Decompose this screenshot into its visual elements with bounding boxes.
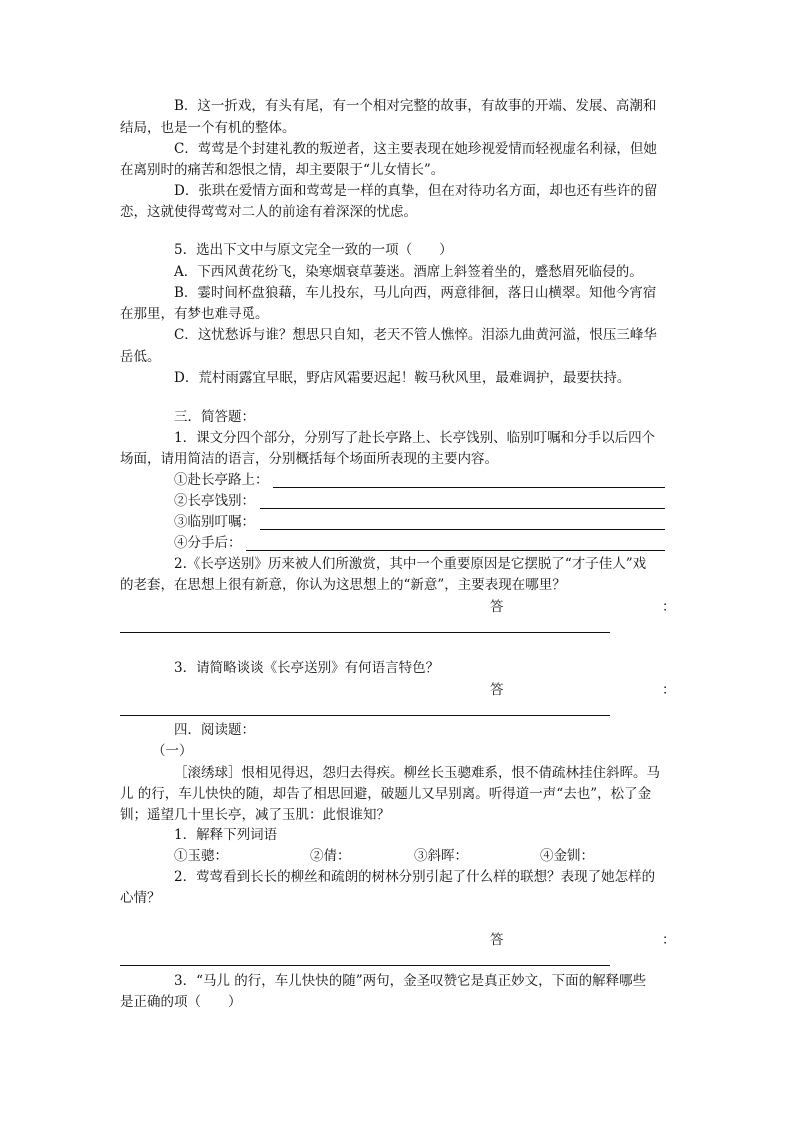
passage-line-2: 儿 的行，车儿快快的随，却告了相思回避，破题儿又早别离。听得道一声“去也”，松了金 (120, 786, 652, 802)
fill-label-3: ③临别叮嘱： (174, 514, 255, 530)
answer-label-p4q2: 答 (490, 932, 504, 948)
term-jinchuan: ④金钏： (540, 848, 594, 864)
fill-blank-4[interactable] (246, 550, 665, 551)
subsection-1-label: （一） (152, 743, 193, 759)
p4-q1: 1．解释下列词语 (174, 827, 278, 843)
p4-q2-line1: 2．莺莺看到长长的柳丝和疏朗的树林分别引起了什么样的联想？表现了她怎样的 (174, 869, 656, 885)
fill-label-4: ④分手后： (174, 535, 242, 551)
fill-blank-3[interactable] (260, 529, 665, 530)
passage-line-3: 钏；遥望几十里长亭，减了玉肌：此恨谁知？ (120, 807, 390, 823)
term-xiehui: ③斜晖： (414, 848, 468, 864)
option-d-line2: 恋，这就使得莺莺对二人的前途有着深深的忧虑。 (120, 204, 417, 220)
p3-q2-line2: 的老套，在思想上很有新意，你认为这思想上的“新意”，主要表现在哪里？ (120, 577, 566, 593)
question-5-stem: 5．选出下文中与原文完全一致的一项（ ） (174, 242, 453, 258)
p3-q1-line2: 场面，请用简洁的语言，分别概括每个场面所表现的主要内容。 (120, 451, 498, 467)
answer-label-q3: 答 (490, 682, 504, 698)
term-yucong: ①玉骢： (174, 848, 228, 864)
q5-option-d: D．荒村雨露宜早眠，野店风霜要迟起！鞍马秋风里，最难调护，最要扶持。 (174, 370, 631, 386)
p4-q3-line1: 3．“马儿 的行，车儿快快的随”两句，金圣叹赞它是真正妙文，下面的解释哪些 (174, 973, 647, 989)
option-c-line2: 在离别时的痛苦和怨恨之情，却主要限于“儿女情长”。 (120, 162, 445, 178)
answer-line-q2[interactable] (120, 632, 610, 633)
option-d-line1: D．张珙在爱情方面和莺莺是一样的真挚，但在对待功名方面，却也还有些许的留 (174, 183, 658, 199)
answer-colon-p4q2: ： (662, 932, 676, 948)
p3-q2-line1: 2.《长亭送别》历来被人们所激赏，其中一个重要原因是它摆脱了“才子佳人”戏 (174, 556, 647, 572)
option-b-line1: B．这一折戏，有头有尾，有一个相对完整的故事，有故事的开端、发展、高潮和 (174, 98, 657, 114)
q5-option-c-line2: 岳低。 (120, 349, 161, 365)
section-3-heading: 三．简答题： (174, 409, 255, 425)
q5-option-b-line2: 在那里，有梦也难寻觅。 (120, 306, 269, 322)
q5-option-c-line1: C．这忧愁诉与谁？想思只自知，老天不管人憔悴。泪添九曲黄河溢，恨压三峰华 (174, 327, 657, 343)
option-b-line2: 结局，也是一个有机的整体。 (120, 120, 296, 136)
answer-colon-q2: ： (662, 599, 676, 615)
p4-q3-line2: 是正确的项（ ） (120, 994, 242, 1010)
term-qian: ②倩： (310, 848, 351, 864)
q5-option-a: A．下西风黄花纷飞，染寒烟衰草萋迷。酒席上斜签着坐的，蹙愁眉死临侵的。 (174, 264, 643, 280)
section-4-heading: 四．阅读题： (174, 722, 255, 738)
p3-q1-line1: 1．课文分四个部分，分别写了赴长亭路上、长亭饯别、临别叮嘱和分手以后四个 (174, 430, 656, 446)
option-c-line1: C．莺莺是个封建礼教的叛逆者，这主要表现在她珍视爱情而轻视虚名利禄，但她 (174, 141, 657, 157)
p3-q3: 3．请简略谈谈《长亭送别》有何语言特色？ (174, 660, 440, 676)
answer-colon-q3: ： (662, 682, 676, 698)
fill-blank-1[interactable] (273, 487, 665, 488)
answer-label-q2: 答 (490, 599, 504, 615)
answer-line-p4q2[interactable] (120, 965, 610, 966)
answer-line-q3[interactable] (120, 715, 610, 716)
fill-blank-2[interactable] (260, 508, 665, 509)
q5-option-b-line1: B．霎时间杯盘狼藉，车儿投东，马儿向西，两意徘徊，落日山横翠。知他今宵宿 (174, 285, 657, 301)
fill-label-1: ①赴长亭路上： (174, 472, 269, 488)
p4-q2-line2: 心情？ (120, 890, 161, 906)
fill-label-2: ②长亭饯别： (174, 493, 255, 509)
passage-line-1: ［滚绣球］恨相见得迟，怨归去得疾。柳丝长玉骢难系，恨不倩疏林挂住斜晖。马 (174, 765, 660, 781)
